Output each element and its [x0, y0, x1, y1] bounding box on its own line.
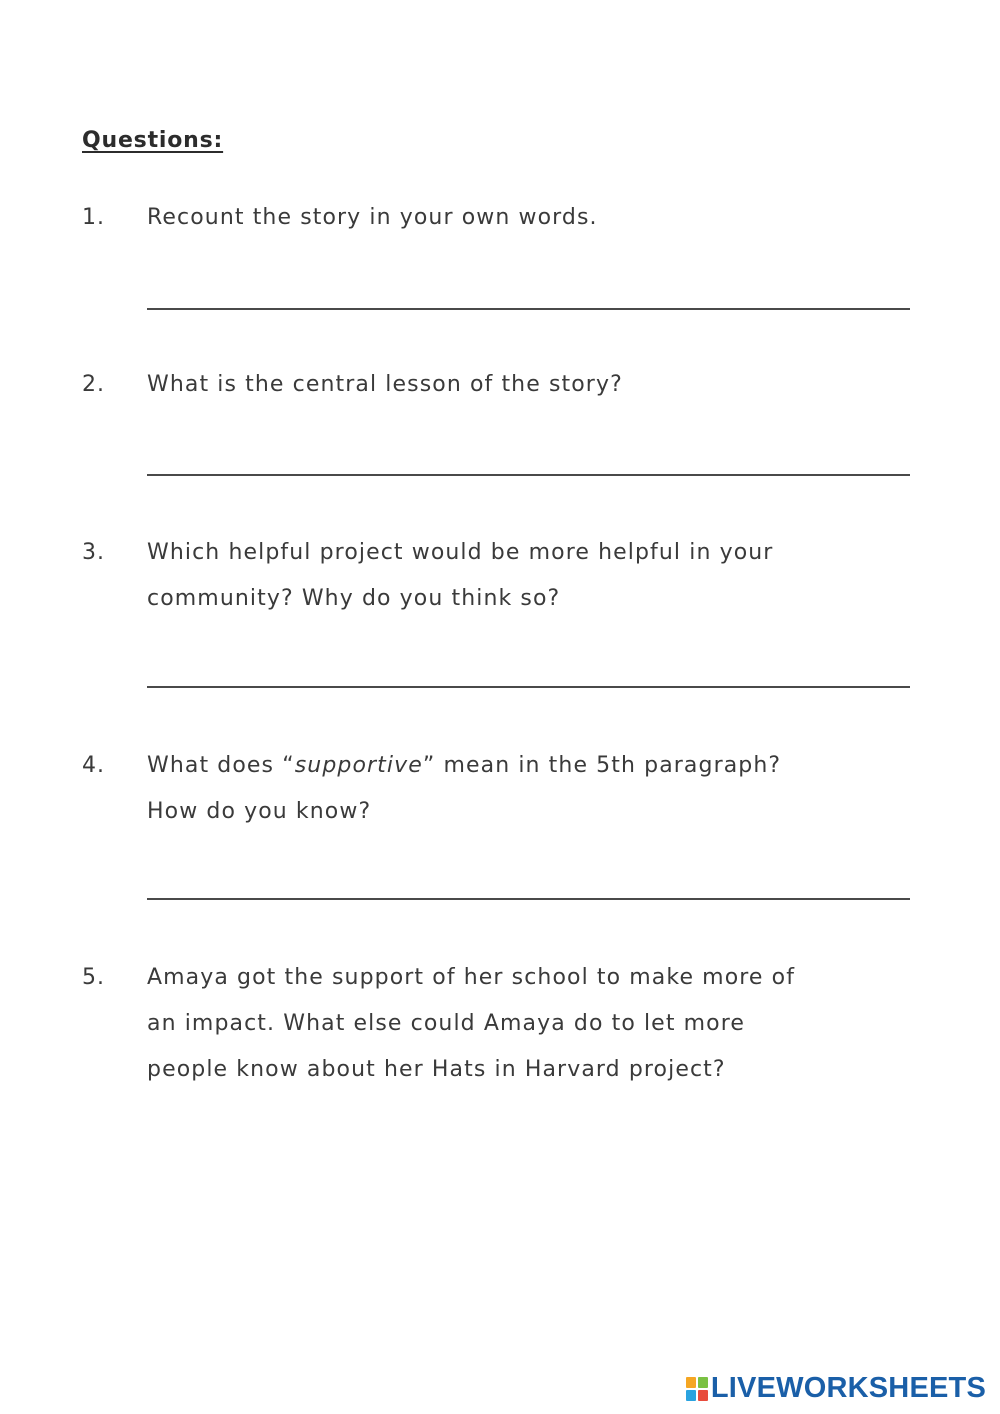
logo-square-2	[698, 1377, 708, 1388]
answer-1-input[interactable]	[147, 276, 914, 308]
question-4-line-1	[147, 743, 917, 789]
question-1-number: 1.	[82, 205, 105, 230]
question-4-text	[147, 743, 917, 835]
question-2-text: What is the central lesson of the story?	[147, 372, 623, 397]
answer-line-1	[147, 308, 910, 310]
answer-line-2	[147, 474, 910, 476]
answer-line-4	[147, 898, 910, 900]
logo-square-1	[686, 1377, 696, 1388]
question-1-text: Recount the story in your own words.	[147, 205, 598, 230]
question-3-number: 3.	[82, 540, 105, 565]
question-3-text	[147, 530, 917, 622]
question-4-text-after: ” mean in the 5th paragraph?	[422, 753, 782, 778]
questions-heading: Questions:	[82, 128, 224, 153]
question-4-text-before: What does “	[147, 753, 295, 778]
question-4-italic-word: supportive	[294, 753, 423, 778]
logo-square-3	[686, 1390, 696, 1401]
question-5-number: 5.	[82, 965, 105, 990]
question-2-number: 2.	[82, 372, 105, 397]
answer-4-input[interactable]	[147, 866, 914, 898]
answer-line-3	[147, 686, 910, 688]
logo-square-4	[698, 1390, 708, 1401]
brand-name: LIVEWORKSHEETS	[710, 1372, 986, 1404]
question-4-number: 4.	[82, 753, 105, 778]
answer-2-input[interactable]	[147, 442, 914, 474]
liveworksheets-brand[interactable]	[686, 1372, 986, 1405]
question-5-line-2: an impact. What else could Amaya do to let more	[147, 1011, 746, 1036]
liveworksheets-logo-icon	[686, 1377, 708, 1401]
question-4-line-2: How do you know?	[147, 799, 372, 824]
question-5-text	[147, 955, 917, 1093]
question-5-line-1: Amaya got the support of her school to make more of	[147, 965, 796, 990]
answer-3-input[interactable]	[147, 654, 914, 686]
question-3-line-2: community? Why do you think so?	[147, 586, 561, 611]
question-5-line-3: people know about her Hats in Harvard project?	[147, 1057, 726, 1082]
question-3-line-1: Which helpful project would be more helpful in your	[147, 540, 774, 565]
